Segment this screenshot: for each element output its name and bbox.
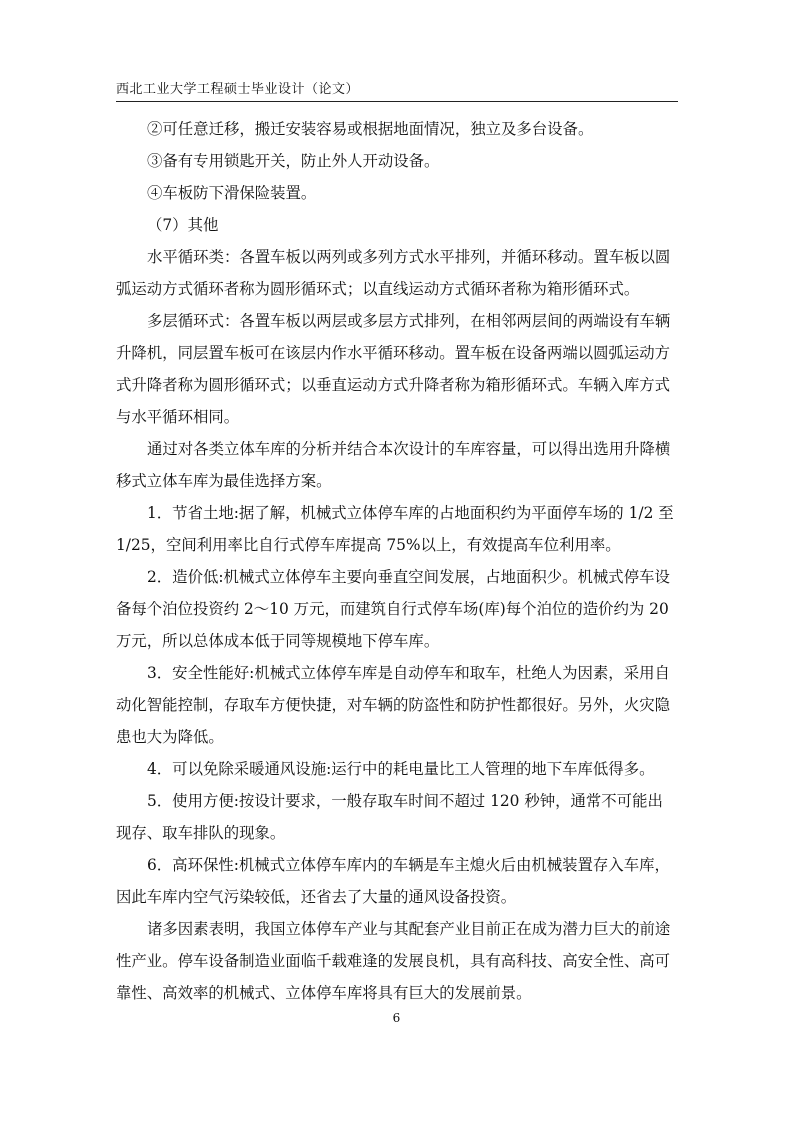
running-header: 西北工业大学工程硕士毕业设计（论文） [116, 82, 360, 97]
paragraph-multilayer-cycle: 多层循环式：各置车板以两层或多层方式排列，在相邻两层间的两端设有车辆升降机，同层置车板可在该层内作水平循环移动。置车板在设备两端以圆弧运动方式升降者称为圆形循环式；以垂直运动方式升降者称为箱形循环式。车辆入库方式与水平循环相同。 [116, 312, 671, 426]
paragraph-outlook: 诸多因素表明，我国立体停车产业与其配套产业目前正在成为潜力巨大的前途性产业。停车设备制造业面临千载难逢的发展良机，具有高科技、高安全性、高可靠性、高效率的机械式、立体停车库将具有巨大的发展前景。 [116, 920, 671, 1002]
paragraph-point-4: 4．可以免除采暖通风设施:运行中的耗电量比工人管理的地下车库低得多。 [147, 760, 655, 778]
paragraph-point-2: 2．造价低:机械式立体停车主要向垂直空间发展，占地面积少。机械式停车设备每个泊位投资约 2～10 万元，而建筑自行式停车场(库)每个泊位的造价约为 20 万元，所以总体成本低于同等规模地下停车库。 [116, 568, 670, 650]
paragraph-point-6: 6．高环保性:机械式立体停车库内的车辆是车主熄火后由机械装置存入车库，因此车库内空气污染较低，还省去了大量的通风设备投资。 [116, 856, 670, 906]
paragraph-item-3: ③备有专用锁匙开关，防止外人开动设备。 [147, 152, 440, 170]
paragraph-point-5: 5．使用方便:按设计要求，一般存取车时间不超过 120 秒钟，通常不可能出现存、取车排队的现象。 [116, 792, 663, 842]
paragraph-point-3: 3．安全性能好:机械式立体停车库是自动停车和取车，杜绝人为因素，采用自动化智能控制，存取车方便快捷，对车辆的防盗性和防护性都很好。另外，火灾隐患也大为降低。 [116, 664, 671, 746]
page-number: 6 [392, 1011, 401, 1025]
paragraph-horizontal-cycle: 水平循环类：各置车板以两列或多列方式水平排列，并循环移动。置车板以圆弧运动方式循环者称为圆形循环式；以直线运动方式循环者称为箱形循环式。 [116, 248, 671, 298]
paragraph-item-4: ④车板防下滑保险装置。 [147, 184, 317, 202]
paragraph-item-2: ②可任意迁移，搬迁安装容易或根据地面情况，独立及多台设备。 [147, 120, 594, 138]
header-rule [116, 101, 678, 102]
section-heading-other: （7）其他 [147, 216, 219, 234]
paragraph-point-1: 1．节省土地:据了解，机械式立体停车库的占地面积约为平面停车场的 1/2 至 1/25，空间利用率比自行式停车库提高 75%以上，有效提高车位利用率。 [116, 504, 674, 554]
paragraph-conclusion-choice: 通过对各类立体车库的分析并结合本次设计的车库容量，可以得出选用升降横移式立体车库为最佳选择方案。 [116, 440, 671, 490]
body-text [116, 113, 678, 1009]
